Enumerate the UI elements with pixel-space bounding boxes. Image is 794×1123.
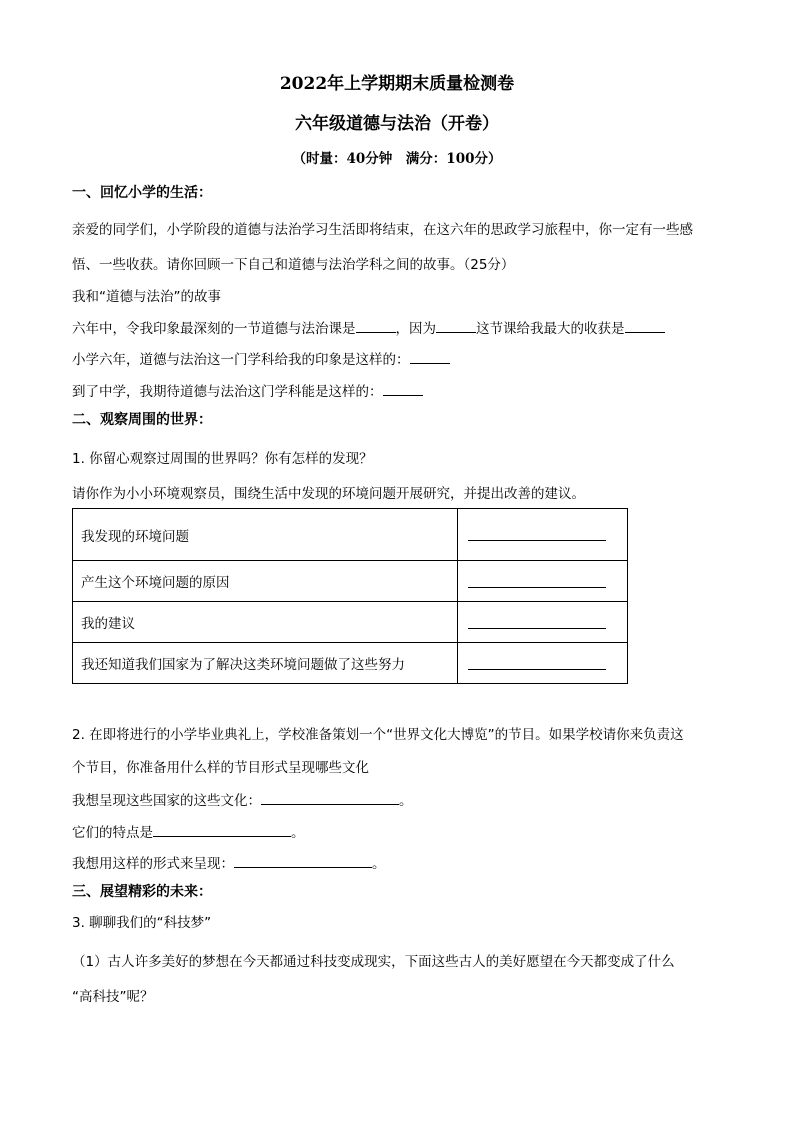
section1-q1-part1: 六年中，令我印象最深刻的一节道德与法治课是 [72,321,356,337]
answer-blank[interactable] [153,822,291,837]
table-row-label: 我还知道我们国家为了解决这类环境问题做了这些努力 [73,643,458,684]
section3-heading: 三、展望精彩的未来： [72,884,212,900]
table-row-label: 我的建议 [73,602,458,643]
section2-heading: 二、观察周围的世界： [72,412,212,428]
table-answer-cell[interactable] [458,602,628,643]
table-answer-cell[interactable] [458,561,628,602]
section2-q2-answer2 [72,822,305,842]
section3-q3-sub-line2: “高科技”呢？ [72,989,154,1005]
section1-q1-part2: ，因为 [395,321,436,337]
section2-q2-a3-text: 我想用这样的形式来呈现： [72,856,234,872]
section1-q2-text: 小学六年，道德与法治这一门学科给我的印象是这样的： [72,352,410,368]
section2-q1-instruction: 请你作为小小环境观察员，围绕生活中发现的环境问题开展研究，并提出改善的建议。 [72,486,585,502]
section2-q2-answer3 [72,853,386,873]
exam-subtitle: 六年级道德与法治（开卷） [295,114,499,134]
section2-q2-answer1 [72,790,413,810]
table-row-label: 产生这个环境问题的原因 [73,561,458,602]
exam-meta: （时量：40分钟 满分：100分） [292,151,502,167]
table-row [73,643,628,684]
section1-q1-part3: 这节课给我最大的收获是 [476,321,625,337]
environment-table [72,508,628,684]
section1-q1 [72,318,665,338]
answer-blank[interactable] [383,381,423,396]
answer-blank[interactable] [234,853,372,868]
answer-blank[interactable] [410,349,450,364]
period: 。 [291,825,305,841]
table-row [73,602,628,643]
table-answer-cell[interactable] [458,509,628,561]
table-row [73,509,628,561]
section2-q2-a2-text: 它们的特点是 [72,825,153,841]
section1-q3 [72,381,423,401]
section2-q2-a1-text: 我想呈现这些国家的这些文化： [72,793,261,809]
table-row [73,561,628,602]
section2-q2-line2: 个节目，你准备用什么样的节目形式呈现哪些文化 [72,760,369,776]
answer-blank[interactable] [468,587,606,588]
answer-blank[interactable] [468,628,606,629]
answer-blank[interactable] [261,790,399,805]
section2-q1-title: 1. 你留心观察过周围的世界吗？你有怎样的发现？ [72,451,373,467]
section2-q2-line1: 2. 在即将进行的小学毕业典礼上，学校准备策划一个“世界文化大博览”的节目。如果学校请你来负责这 [72,727,684,743]
answer-blank[interactable] [436,318,476,333]
section1-heading: 一、回忆小学的生活： [72,185,212,201]
section3-q3-sub-line1: （1）古人许多美好的梦想在今天都通过科技变成现实，下面这些古人的美好愿望在今天都变成了什么 [72,954,675,970]
answer-blank[interactable] [625,318,665,333]
period: 。 [372,856,386,872]
exam-title: 2022年上学期期末质量检测卷 [279,74,515,94]
period: 。 [399,793,413,809]
section3-q3-title: 3. 聊聊我们的“科技梦” [72,915,212,931]
section1-intro-line2: 悟、一些收获。请你回顾一下自己和道德与法治学科之间的故事。（25分） [72,257,515,273]
section1-intro-line1: 亲爱的同学们，小学阶段的道德与法治学习生活即将结束，在这六年的思政学习旅程中，你一定有一些感 [72,222,693,238]
table-answer-cell[interactable] [458,643,628,684]
answer-blank[interactable] [356,318,396,333]
section1-story-title: 我和“道德与法治”的故事 [72,289,221,305]
answer-blank[interactable] [468,669,606,670]
table-row-label: 我发现的环境问题 [73,509,458,561]
section1-q2 [72,349,450,369]
section1-q3-text: 到了中学，我期待道德与法治这门学科能是这样的： [72,384,383,400]
answer-blank[interactable] [468,540,606,541]
